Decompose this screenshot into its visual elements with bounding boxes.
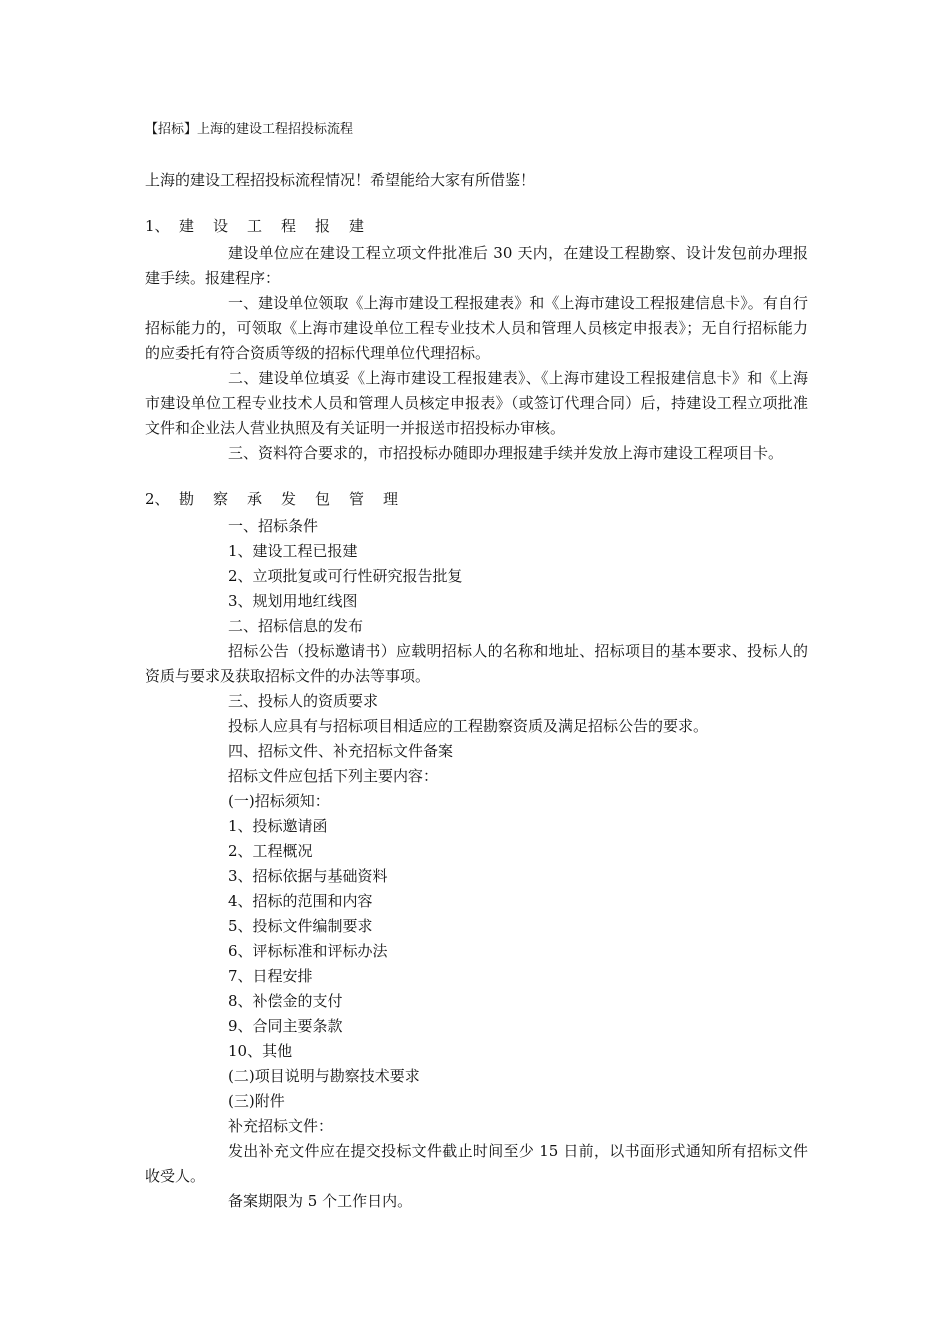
text-line: 四、招标文件、补充招标文件备案 <box>228 742 454 760</box>
heading-char: 建 <box>349 217 365 235</box>
paragraph: 二、建设单位填妥《上海市建设工程报建表》、《上海市建设工程报建信息卡》和《上海市建设单位工程专业技术人员和管理人员核定申报表》（或签订代理合同）后，持建设工程立项批准文件和企业法人营业执照及有关证明一并报送市招投标办审核。 <box>145 369 808 437</box>
list-item: 5、投标文件编制要求 <box>228 917 373 935</box>
text-line: 招标文件应包括下列主要内容： <box>228 767 439 785</box>
list-item: 1、投标邀请函 <box>228 817 328 835</box>
section-2-heading <box>145 487 808 512</box>
paragraph: 三、资料符合要求的，市招投标办随即办理报建手续并发放上海市建设工程项目卡。 <box>228 444 784 462</box>
heading-char: 勘 <box>179 490 195 508</box>
list-item: 4、招标的范围和内容 <box>228 892 373 910</box>
text-line: (一)招标须知： <box>228 792 330 810</box>
list-item: 10、其他 <box>228 1042 293 1060</box>
section-2 <box>145 487 808 1214</box>
paragraph: 建设单位应在建设工程立项文件批准后 30 天内，在建设工程勘察、设计发包前办理报建手续。报建程序： <box>145 244 808 287</box>
heading-char: 工 <box>247 217 263 235</box>
heading-char: 理 <box>383 490 399 508</box>
paragraph: 发出补充文件应在提交投标文件截止时间至少 15 日前，以书面形式通知所有招标文件收受人。 <box>145 1142 808 1185</box>
heading-char: 程 <box>281 217 297 235</box>
list-item: 3、招标依据与基础资料 <box>228 867 388 885</box>
paragraph: 招标公告（投标邀请书）应载明招标人的名称和地址、招标项目的基本要求、投标人的资质与要求及获取招标文件的办法等事项。 <box>145 642 808 685</box>
text-line: 备案期限为 5 个工作日内。 <box>228 1192 413 1210</box>
heading-char: 包 <box>315 490 331 508</box>
list-item: 8、补偿金的支付 <box>228 992 343 1010</box>
section-1 <box>145 214 808 466</box>
heading-char: 察 <box>213 490 229 508</box>
heading-char: 发 <box>281 490 297 508</box>
text-line: (三)附件 <box>228 1092 285 1110</box>
text-line: 二、招标信息的发布 <box>228 617 364 635</box>
paragraph: 一、建设单位领取《上海市建设工程报建表》和《上海市建设工程报建信息卡》。有自行招标能力的，可领取《上海市建设单位工程专业技术人员和管理人员核定申报表》；无自行招标能力的应委托有符合资质等级的招标代理单位代理招标。 <box>145 294 808 362</box>
list-item: 3、规划用地红线图 <box>228 592 358 610</box>
heading-char: 建 <box>179 217 195 235</box>
heading-char: 设 <box>213 217 229 235</box>
text-line: 投标人应具有与招标项目相适应的工程勘察资质及满足招标公告的要求。 <box>228 717 709 735</box>
document-title: 【招标】上海的建设工程招投标流程 <box>145 122 354 137</box>
list-item: 9、合同主要条款 <box>228 1017 343 1035</box>
list-item: 2、立项批复或可行性研究报告批复 <box>228 567 463 585</box>
list-item: 2、工程概况 <box>228 842 313 860</box>
text-line: 补充招标文件： <box>228 1117 334 1135</box>
document-intro: 上海的建设工程招投标流程情况！希望能给大家有所借鉴！ <box>145 171 536 189</box>
heading-char: 管 <box>349 490 365 508</box>
text-line: (二)项目说明与勘察技术要求 <box>228 1067 420 1085</box>
list-item: 7、日程安排 <box>228 967 313 985</box>
text-line: 一、招标条件 <box>228 517 319 535</box>
section-number: 2、 <box>145 490 170 508</box>
section-number: 1、 <box>145 217 170 235</box>
list-item: 1、建设工程已报建 <box>228 542 358 560</box>
list-item: 6、评标标准和评标办法 <box>228 942 388 960</box>
text-line: 三、投标人的资质要求 <box>228 692 379 710</box>
heading-char: 报 <box>315 217 331 235</box>
section-1-heading <box>145 214 808 239</box>
heading-char: 承 <box>247 490 263 508</box>
